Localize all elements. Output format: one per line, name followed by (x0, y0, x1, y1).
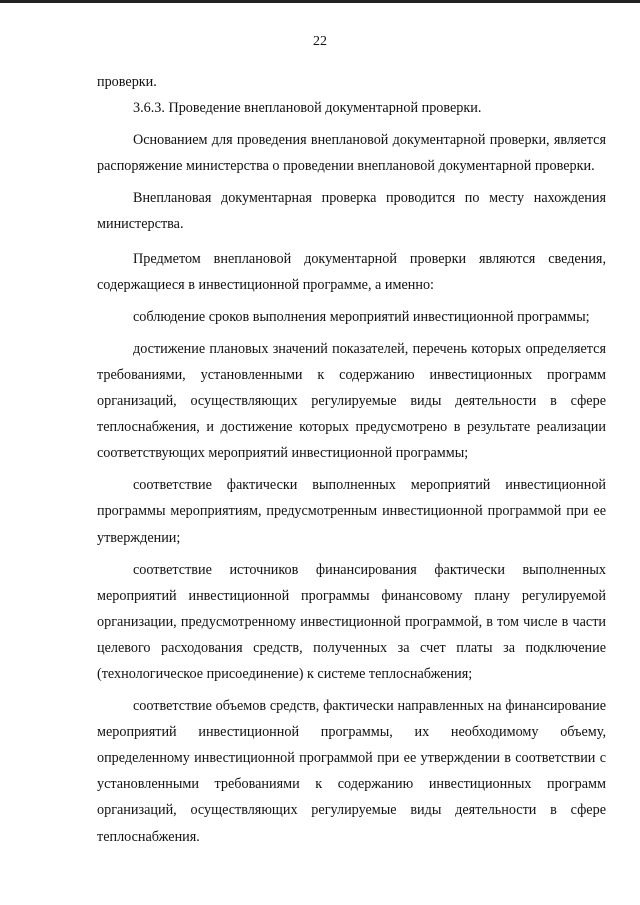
paragraph-basis: Основанием для проведения внеплановой документарной проверки, является распоряжение министерства о проведении внеплановой документарной проверки. (97, 132, 606, 175)
paragraph-subject-intro: Предметом внеплановой документарной проверки являются сведения, содержащиеся в инвестиционной программе, а именно: (97, 250, 606, 293)
paragraph-continuation: проверки. (97, 74, 157, 90)
section-heading: 3.6.3. Проведение внеплановой документарной проверки. (133, 100, 482, 117)
page-number: 22 (313, 34, 327, 49)
list-item-financing-sources: соответствие источников финансирования фактически выполненных мероприятий инвестиционной программы финансовому плану регулируемой организации, предусмотренному инвестиционной программой, в том числе в части целевого расходования средств, полученных за счет платы за подключение (технологическое присоединение) к системе теплоснабжения; (97, 561, 606, 682)
document-body (97, 69, 606, 850)
paragraph-location: Внеплановая документарная проверка проводится по месту нахождения министерства. (97, 190, 606, 233)
scan-top-border (0, 0, 640, 3)
list-item-indicators: достижение плановых значений показателей, перечень которых определяется требованиями, установленными к содержанию инвестиционных программ организаций, осуществляющих регулируемые виды деятельности в сфере теплоснабжения, и достижение которых предусмотрено в результате реализации соответствующих мероприятий инвестиционной программы; (97, 340, 606, 462)
list-item-funds-volume: соответствие объемов средств, фактически направленных на финансирование мероприятий инвестиционной программы, их необходимому объему, определенному инвестиционной программой при ее утверждении в соответствии с установленными требованиями к содержанию инвестиционных программ организаций, осуществляющих регулируемые виды деятельности в сфере теплоснабжения. (97, 698, 606, 845)
list-item-compliance-measures: соответствие фактически выполненных мероприятий инвестиционной программы мероприятиям, предусмотренным инвестиционной программой при ее утверждении; (97, 477, 606, 546)
list-item-deadlines: соблюдение сроков выполнения мероприятий инвестиционной программы; (133, 308, 590, 325)
